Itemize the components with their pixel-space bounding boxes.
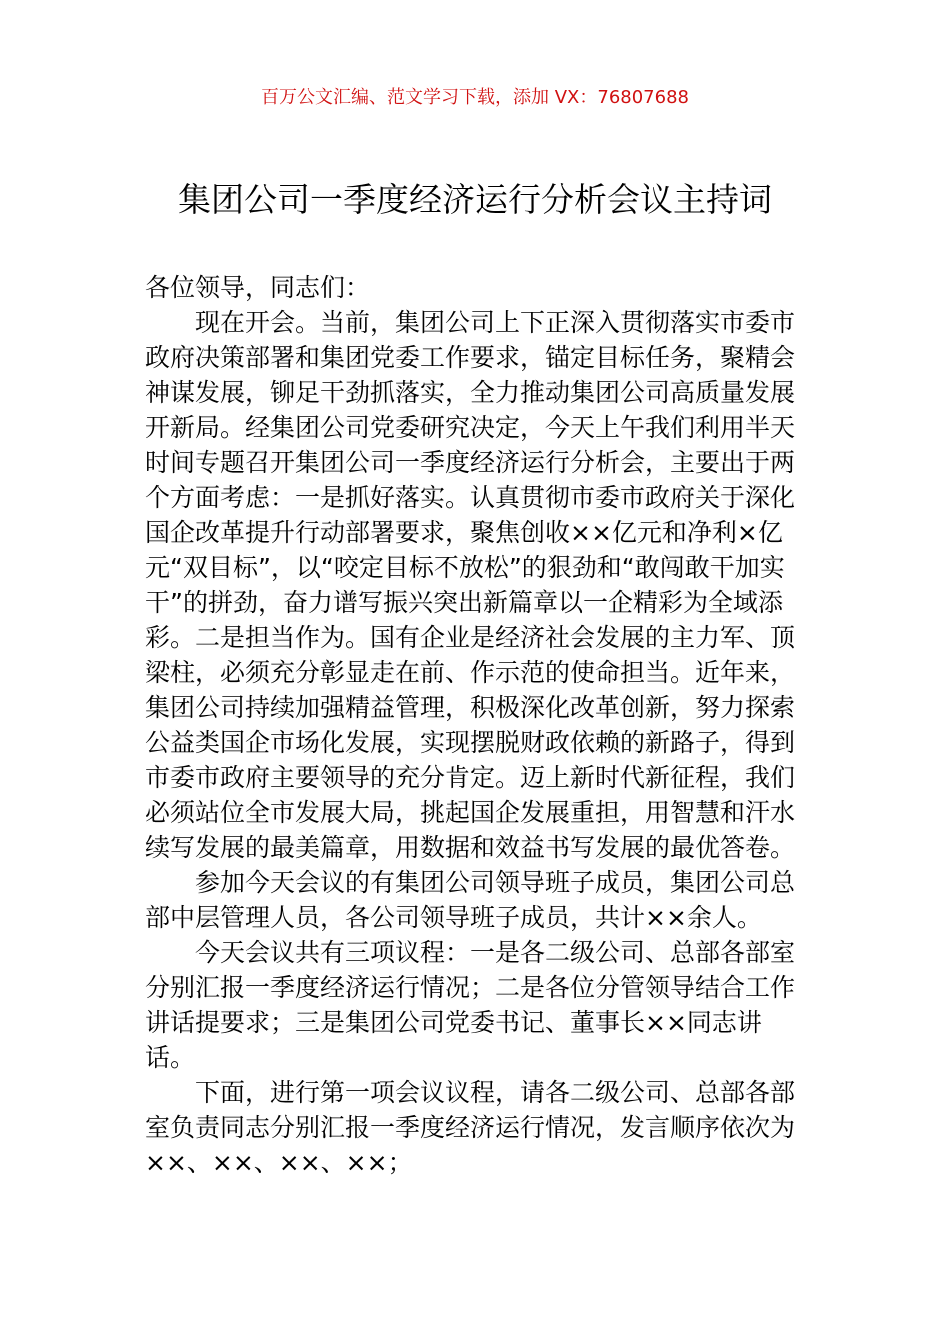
paragraph-attendees: 参加今天会议的有集团公司领导班子成员，集团公司总部中层管理人员，各公司领导班子成员，共计××余人。 — [145, 868, 796, 932]
paragraph-agenda: 今天会议共有三项议程：一是各二级公司、总部各部室分别汇报一季度经济运行情况；二是各位分管领导结合工作讲话提要求；三是集团公司党委书记、董事长××同志讲话。 — [145, 938, 796, 1072]
paragraph-opening: 现在开会。当前，集团公司上下正深入贯彻落实市委市政府决策部署和集团党委工作要求，锚定目标任务，聚精会神谋发展，铆足干劲抓落实，全力推动集团公司高质量发展开新局。经集团公司党委研究决定，今天上午我们利用半天时间专题召开集团公司一季度经济运行分析会，主要出于两个方面考虑：一是抓好落实。认真贯彻市委市政府关于深化国企改革提升行动部署要求，聚焦创收××亿元和净利×亿元“双目标”，以“咬定目标不放松”的狠劲和“敢闯敢干加实干”的拼劲，奋力谱写振兴突出新篇章以一企精彩为全域添彩。二是担当作为。国有企业是经济社会发展的主力军、顶梁柱，必须充分彰显走在前、作示范的使命担当。近年来，集团公司持续加强精益管理，积极深化改革创新，努力探索公益类国企市场化发展，实现摆脱财政依赖的新路子，得到市委市政府主要领导的充分肯定。迈上新时代新征程，我们必须站位全市发展大局，挑起国企发展重担，用智慧和汗水续写发展的最美篇章，用数据和效益书写发展的最优答卷。 — [145, 308, 796, 862]
salutation: 各位领导，同志们： — [145, 273, 371, 302]
paragraph-first-item: 下面，进行第一项会议议程，请各二级公司、总部各部室负责同志分别汇报一季度经济运行情况，发言顺序依次为××、××、××、××； — [145, 1078, 796, 1177]
document-body — [145, 270, 809, 1180]
header-note: 百万公文汇编、范文学习下载，添加 VX：76807688 — [261, 87, 689, 108]
page-title: 集团公司一季度经济运行分析会议主持词 — [178, 180, 772, 219]
